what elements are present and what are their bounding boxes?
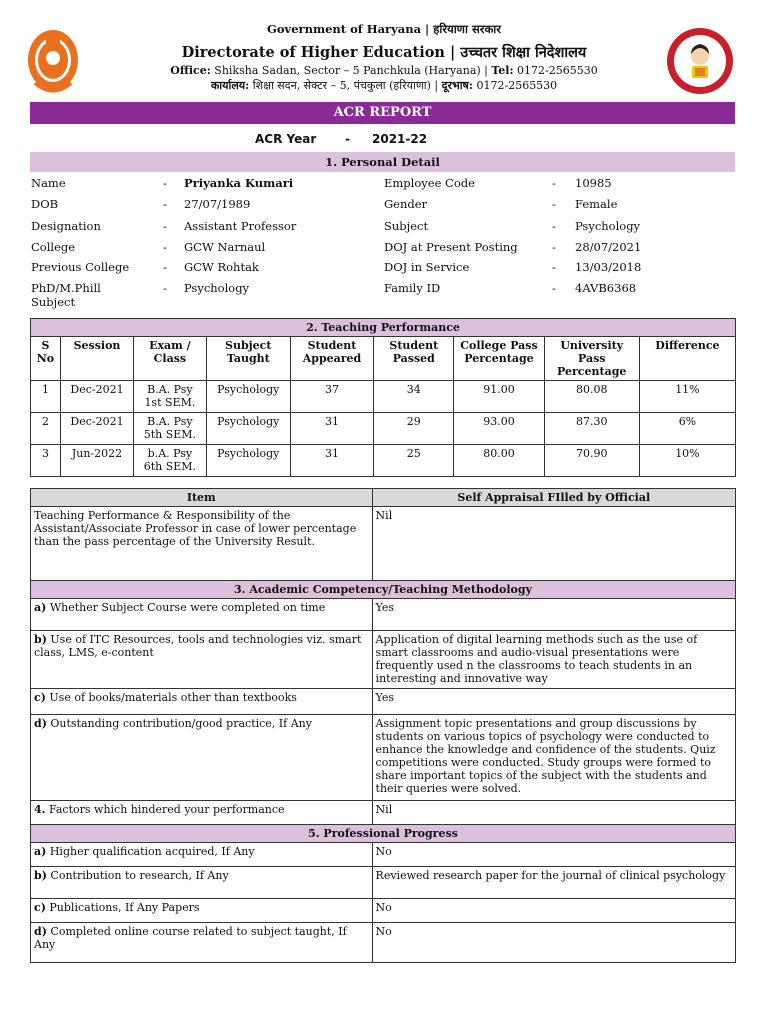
table-cell: 3 [31,445,61,477]
factors-hindered-value: Nil [372,801,735,825]
table-cell: Dec-2021 [60,413,133,445]
pd-value-right: Psychology [575,219,641,233]
table-cell: Psychology [206,381,290,413]
pd-label-right: Subject [384,219,429,233]
pd-value-left: Priyanka Kumari [184,176,294,190]
pd-value-left: GCW Rohtak [184,260,259,274]
progress-a: a) Higher qualification acquired, If Any [31,843,373,867]
pd-label-right: Gender [384,197,428,211]
pd-label-right: Family ID [384,281,441,295]
personal-detail-title: 1. Personal Detail [30,152,735,172]
table-cell: 37 [290,381,373,413]
factors-hindered: 4. Factors which hindered your performance [31,801,373,825]
table-cell: 6% [639,413,735,445]
pd-dash: - [163,176,167,190]
office-address-en: Office: Shiksha Sadan, Sector – 5 Panchkula (Haryana) | Tel: 0172-2565530 [170,64,598,77]
directorate-line: Directorate of Higher Education | उच्चतर शिक्षा निदेशालय [181,44,587,61]
pd-value-right: 10985 [575,176,612,190]
pd-label-left: PhD/M.Phill [31,281,101,295]
pd-value-left: Psychology [184,281,250,295]
pd-label-right: DOJ at Present Posting [384,240,518,254]
table-cell: 80.00 [454,445,544,477]
criterion-b: b) Use of ITC Resources, tools and technologies viz. smart class, LMS, e-content [31,631,373,689]
criterion-c: c) Use of books/materials other than textbooks [31,689,373,715]
section-3-title: 3. Academic Competency/Teaching Methodology [31,581,736,599]
pd-label-left: DOB [31,197,59,211]
criterion-d: d) Outstanding contribution/good practice, If Any [31,715,373,801]
pd-label-right: Employee Code [384,176,475,190]
column-header: College Pass Percentage [454,337,544,381]
pd-value-left: 27/07/1989 [184,197,251,211]
column-header: Exam / Class [134,337,207,381]
pd-value-left: GCW Narnaul [184,240,266,254]
progress-c-value: No [372,899,735,923]
pd-value-right: 28/07/2021 [575,240,642,254]
progress-d-value: No [372,923,735,963]
criterion-b-value: Application of digital learning methods such as the use of smart classrooms and audio-visual presentations were frequently used n the classrooms to teach students in an interesting and innovative way [372,631,735,689]
column-header: Session [60,337,133,381]
pd-label-left: Previous College [31,260,130,274]
pd-label-left: College [31,240,76,254]
table-cell: Psychology [206,413,290,445]
criterion-c-value: Yes [372,689,735,715]
teaching-performance-table [30,318,736,477]
table-cell: 31 [290,413,373,445]
table-header-row [31,337,736,381]
pd-dash: - [163,281,167,295]
table-cell: 31 [290,445,373,477]
pd-dash: - [163,260,167,274]
table-cell: 91.00 [454,381,544,413]
table-cell: 80.08 [544,381,639,413]
office-address-hi: कार्यालय: शिक्षा सदन, सेक्टर – 5, पंचकुला (हरियाणा) | दूरभाष: 0172-2565530 [210,79,558,92]
criterion-a: a) Whether Subject Course were completed on time [31,599,373,631]
table-cell: 1 [31,381,61,413]
table-cell: B.A. Psy 1st SEM. [134,381,207,413]
pd-dash: - [552,197,556,211]
pd-label-left-cont: Subject [31,295,76,309]
pd-value-right: 13/03/2018 [575,260,642,274]
teaching-performance-title: 2. Teaching Performance [31,319,736,337]
section-5-title: 5. Professional Progress [31,825,736,843]
column-header: Difference [639,337,735,381]
table-cell: B.A. Psy 5th SEM. [134,413,207,445]
table-cell: Psychology [206,445,290,477]
pd-label-left: Designation [31,219,101,233]
column-header: Subject Taught [206,337,290,381]
progress-c: c) Publications, If Any Papers [31,899,373,923]
progress-d: d) Completed online course related to subject taught, If Any [31,923,373,963]
appraisal-table [30,488,736,963]
pd-dash: - [163,219,167,233]
table-cell: 87.30 [544,413,639,445]
table-cell: Dec-2021 [60,381,133,413]
pd-value-right: Female [575,197,618,211]
table-row [31,445,736,477]
table-cell: 34 [374,381,454,413]
self-appraisal-header: Self Appraisal FIlled by Official [372,489,735,507]
item-value: Nil [372,507,735,581]
progress-b: b) Contribution to research, If Any [31,867,373,899]
column-header: S No [31,337,61,381]
progress-a-value: No [372,843,735,867]
progress-b-value: Reviewed research paper for the journal of clinical psychology [372,867,735,899]
acr-year-label: ACR Year [255,132,317,146]
pd-dash: - [163,240,167,254]
column-header: University Pass Percentage [544,337,639,381]
pd-value-right: 4AVB6368 [575,281,637,295]
criterion-d-value: Assignment topic presentations and group discussions by students on various topics of psychology were conducted to enhance the knowledge and confidence of the students. Quiz competitions were conducted. Study groups were formed to share important topics of the subject with the students and their queries were solved. [372,715,735,801]
acr-year-value: 2021-22 [372,132,428,146]
table-cell: 29 [374,413,454,445]
table-cell: 70.90 [544,445,639,477]
pd-dash: - [552,219,556,233]
table-cell: 25 [374,445,454,477]
table-row [31,381,736,413]
table-cell: Jun-2022 [60,445,133,477]
pd-label-right: DOJ in Service [384,260,470,274]
report-title-band: ACR REPORT [30,102,735,124]
pd-dash: - [552,176,556,190]
pd-label-left: Name [31,176,66,190]
table-row [31,413,736,445]
beti-bachao-logo-icon [665,26,735,96]
table-cell: b.A. Psy 6th SEM. [134,445,207,477]
pd-value-left: Assistant Professor [184,219,297,233]
criterion-a-value: Yes [372,599,735,631]
pd-dash: - [552,260,556,274]
pd-dash: - [552,281,556,295]
column-header: Student Appeared [290,337,373,381]
letterhead [0,0,768,100]
table-cell: 93.00 [454,413,544,445]
item-header: Item [31,489,373,507]
table-cell: 2 [31,413,61,445]
column-header: Student Passed [374,337,454,381]
table-cell: 11% [639,381,735,413]
item-text: Teaching Performance & Responsibility of the Assistant/Associate Professor in case of lower percentage than the pass percentage of the University Result. [31,507,373,581]
acr-year-dash: - [345,132,350,146]
gov-line: Government of Haryana | हरियाणा सरकार [267,22,501,36]
table-cell: 10% [639,445,735,477]
pd-dash: - [163,197,167,211]
pd-dash: - [552,240,556,254]
